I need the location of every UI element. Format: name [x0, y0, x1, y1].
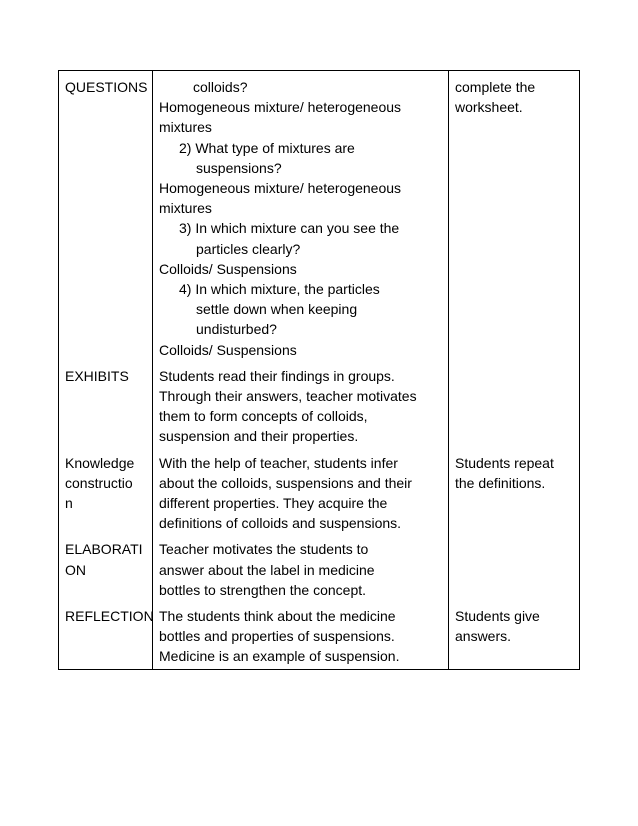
response-cell: [449, 360, 580, 447]
activity-line: Homogeneous mixture/ heterogeneous: [159, 180, 402, 197]
stage-label-line: EXHIBITS: [65, 367, 129, 384]
response-line: Students give: [455, 608, 540, 625]
stage-label-line: Knowledge: [65, 454, 135, 471]
activity-line: different properties. They acquire the: [159, 495, 388, 512]
activity-line: The students think about the medicine: [159, 608, 396, 625]
response-line: answers.: [455, 628, 512, 645]
stage-cell: [59, 71, 153, 360]
activity-line: definitions of colloids and suspensions.: [159, 515, 402, 532]
row-reflection: [59, 600, 580, 669]
row-elaboration: [59, 533, 580, 600]
activity-cell: [153, 600, 449, 669]
response-line: the definitions.: [455, 474, 546, 491]
activity-line: undisturbed?: [196, 321, 277, 338]
activity-line: 3) In which mixture can you see the: [179, 220, 400, 237]
activity-cell: [153, 360, 449, 447]
response-cell: [449, 533, 580, 600]
stage-cell: [59, 533, 153, 600]
response-line: Students repeat: [455, 454, 554, 471]
activity-cell: [153, 533, 449, 600]
activity-cell: [153, 71, 449, 360]
row-exhibits: [59, 360, 580, 447]
activity-line: mixtures: [159, 200, 212, 217]
activity-line: 2) What type of mixtures are: [179, 139, 355, 156]
response-cell: [449, 447, 580, 534]
response-cell: [449, 600, 580, 669]
activity-line: mixtures: [159, 119, 212, 136]
stage-label-line: n: [65, 495, 73, 512]
response-line: worksheet.: [455, 99, 523, 116]
row-knowledge-construction: [59, 447, 580, 534]
activity-line: answer about the label in medicine: [159, 561, 375, 578]
activity-cell: [153, 447, 449, 534]
activity-line: Students read their findings in groups.: [159, 367, 395, 384]
activity-line: Homogeneous mixture/ heterogeneous: [159, 99, 402, 116]
stage-cell: [59, 447, 153, 534]
activity-line: 4) In which mixture, the particles: [179, 281, 380, 298]
stage-label-line: ON: [65, 561, 86, 578]
activity-line: settle down when keeping: [196, 301, 358, 318]
stage-label-line: QUESTIONS: [65, 79, 148, 95]
activity-line: Colloids/ Suspensions: [159, 341, 297, 358]
activity-line: Colloids/ Suspensions: [159, 260, 297, 277]
activity-line: suspension and their properties.: [159, 428, 359, 445]
activity-line: Teacher motivates the students to: [159, 541, 369, 558]
response-cell: [449, 71, 580, 360]
stage-label-line: ELABORATI: [65, 541, 143, 558]
response-line: complete the: [455, 79, 536, 95]
activity-line: colloids?: [193, 79, 248, 95]
stage-label-line: REFLECTION: [65, 608, 154, 625]
row-questions: [59, 71, 580, 360]
stage-label-line: constructio: [65, 474, 133, 491]
activity-line: particles clearly?: [196, 240, 301, 257]
activity-line: suspensions?: [196, 159, 282, 176]
activity-line: bottles to strengthen the concept.: [159, 581, 367, 598]
activity-line: Through their answers, teacher motivates: [159, 388, 417, 405]
activity-line: Medicine is an example of suspension.: [159, 648, 400, 665]
activity-line: bottles and properties of suspensions.: [159, 628, 395, 645]
activity-line: about the colloids, suspensions and their: [159, 474, 412, 491]
stage-cell: [59, 600, 153, 669]
activity-line: With the help of teacher, students infer: [159, 454, 398, 471]
lesson-plan-table: [58, 70, 580, 670]
activity-line: them to form concepts of colloids,: [159, 408, 368, 425]
stage-cell: [59, 360, 153, 447]
